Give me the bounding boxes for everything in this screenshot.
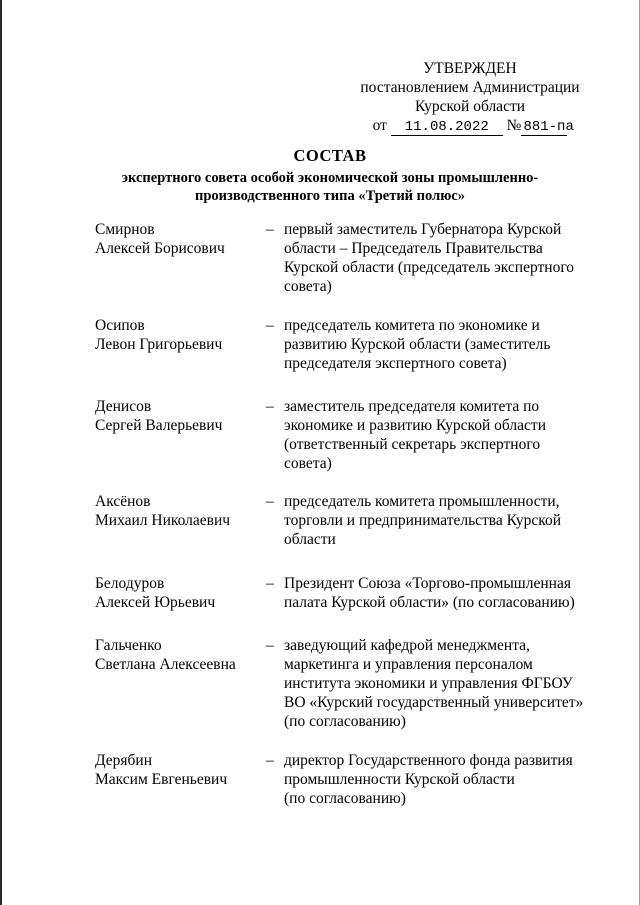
member-name xyxy=(95,397,265,435)
member-role xyxy=(284,316,584,373)
role-line: (ответственный секретарь экспертного xyxy=(284,436,541,453)
role-line: Курской области (председатель экспертного xyxy=(284,259,575,276)
role-line: (по согласованию) xyxy=(284,713,406,730)
role-line: (по согласованию) xyxy=(284,790,406,807)
member-dash: – xyxy=(266,493,274,510)
member-role xyxy=(284,397,584,473)
role-line: совета) xyxy=(284,278,332,295)
member-surname: Дерябин xyxy=(95,752,152,769)
member-name xyxy=(95,751,265,789)
role-line: экономике и развитию Курской области xyxy=(284,417,546,434)
member-surname: Денисов xyxy=(95,398,152,415)
member-given-names: Максим Евгеньевич xyxy=(95,771,228,788)
date-prefix: от xyxy=(372,117,387,134)
member-surname: Гальченко xyxy=(95,637,162,654)
page-edge-left xyxy=(0,0,2,905)
title-sub-line-1: экспертного совета особой экономической зоны промышленно- xyxy=(121,170,539,186)
member-role xyxy=(284,492,584,549)
role-line: развитию Курской области (заместитель xyxy=(284,336,551,353)
member-dash: – xyxy=(266,317,274,334)
role-line: области – Председатель Правительства xyxy=(284,240,543,257)
member-given-names: Алексей Борисович xyxy=(95,240,225,257)
member-dash: – xyxy=(266,398,274,415)
member-given-names: Левон Григорьевич xyxy=(95,336,223,353)
role-line: первый заместитель Губернатора Курской xyxy=(284,221,562,238)
member-surname: Белодуров xyxy=(95,575,165,592)
role-line: председатель комитета промышленности, xyxy=(284,493,560,510)
role-line: заведующий кафедрой менеджмента, xyxy=(284,637,530,654)
role-line: Президент Союза «Торгово-промышленная xyxy=(284,575,571,592)
approval-line-2: Курской области xyxy=(414,98,526,115)
member-given-names: Светлана Алексеевна xyxy=(95,656,236,673)
member-role xyxy=(284,574,584,612)
role-line: маркетинга и управления персоналом xyxy=(284,656,533,673)
member-dash: – xyxy=(266,575,274,592)
role-line: института экономики и управления ФГБОУ xyxy=(284,675,573,692)
role-line: палата Курской области» (по согласованию) xyxy=(284,594,575,611)
member-given-names: Алексей Юрьевич xyxy=(95,594,216,611)
approval-date-row xyxy=(340,116,600,136)
number-prefix: № xyxy=(506,117,522,134)
approval-block xyxy=(340,59,600,136)
role-line: совета) xyxy=(284,455,332,472)
approval-heading: УТВЕРЖДЕН xyxy=(423,60,517,77)
role-line: промышленности Курской области xyxy=(284,771,515,788)
member-role xyxy=(284,636,584,731)
member-surname: Аксёнов xyxy=(95,493,151,510)
title-main: СОСТАВ xyxy=(293,146,367,165)
member-name xyxy=(95,636,265,674)
member-name xyxy=(95,220,265,258)
role-line: директор Государственного фонда развития xyxy=(284,752,573,769)
approval-number: 881-па xyxy=(523,119,574,135)
approval-date: 11.08.2022 xyxy=(391,119,503,136)
role-line: торговли и предпринимательства Курской xyxy=(284,512,562,529)
title-sub-line-2: производственного типа «Третий полюс» xyxy=(195,188,465,204)
member-name xyxy=(95,574,265,612)
member-given-names: Сергей Валерьевич xyxy=(95,417,223,434)
role-line: области xyxy=(284,531,336,548)
member-dash: – xyxy=(266,221,274,238)
role-line: председателя экспертного совета) xyxy=(284,355,507,372)
member-dash: – xyxy=(266,752,274,769)
approval-line-1: постановлением Администрации xyxy=(360,79,580,96)
document-title xyxy=(60,146,600,205)
role-line: председатель комитета по экономике и xyxy=(284,317,540,334)
role-line: ВО «Курский государственный университет» xyxy=(284,694,584,711)
member-role xyxy=(284,751,584,808)
member-name xyxy=(95,316,265,354)
member-surname: Осипов xyxy=(95,317,145,334)
member-given-names: Михаил Николаевич xyxy=(95,512,231,529)
member-dash: – xyxy=(266,637,274,654)
member-surname: Смирнов xyxy=(95,221,155,238)
member-role xyxy=(284,220,584,296)
member-name xyxy=(95,492,265,530)
role-line: заместитель председателя комитета по xyxy=(284,398,540,415)
